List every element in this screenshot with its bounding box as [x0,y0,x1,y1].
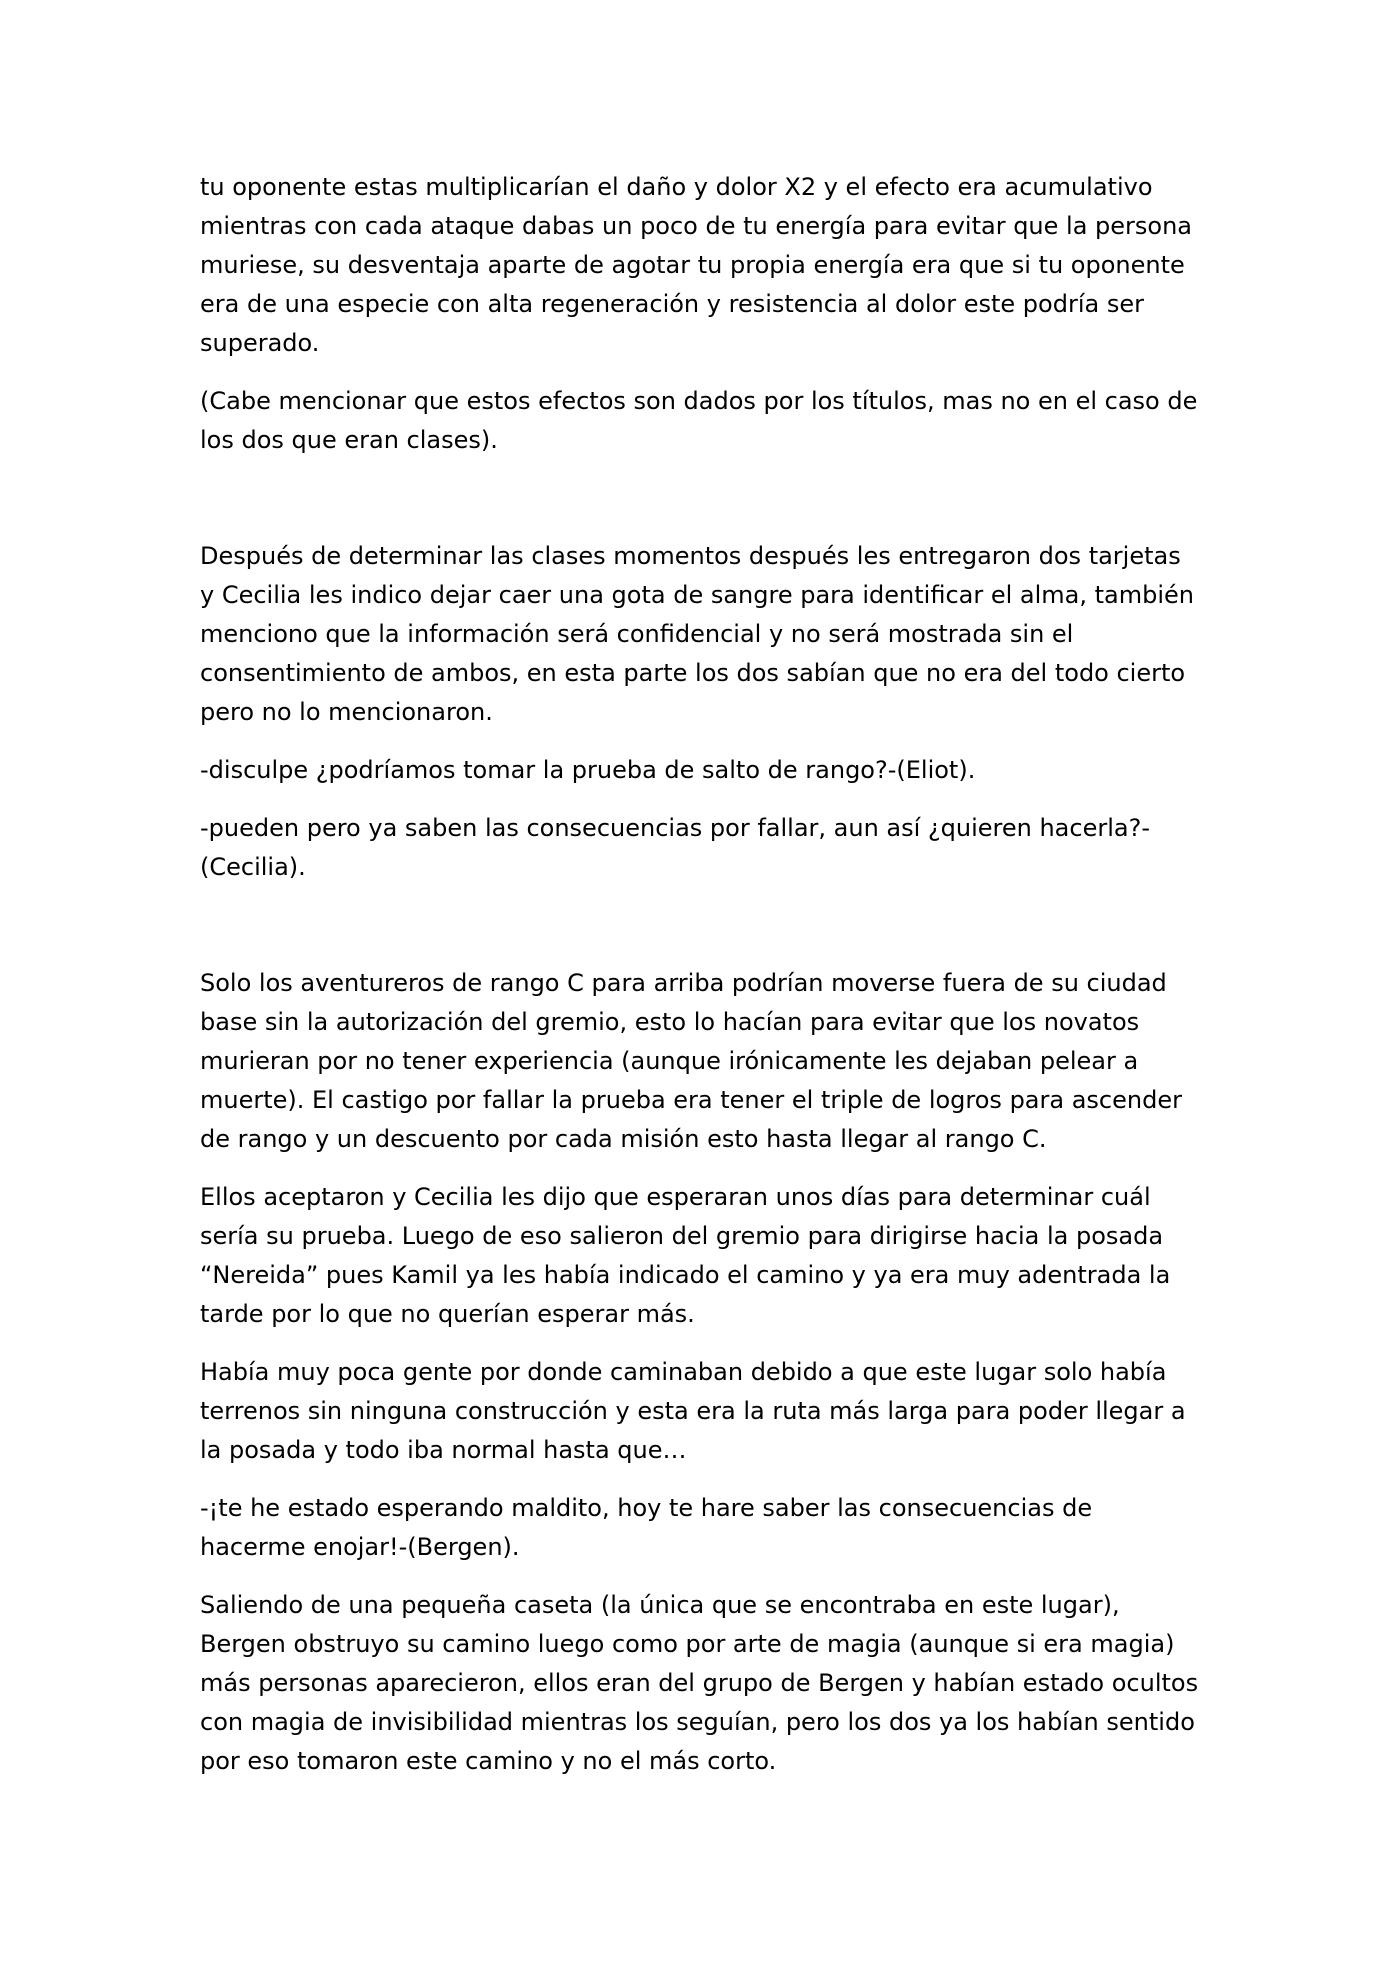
paragraph-rank-rules: Solo los aventureros de rango C para arriba podrían moverse fuera de su ciudad base sin la autorización del gremio, esto lo hacían para evitar que los novatos murieran por no tener experiencia (aunque irónicamente les dejaban pelear a muerte). El castigo por fallar la prueba era tener el triple de logros para ascender de rango y un descuento por cada misión esto hasta llegar al rango C. [200,969,1182,1153]
dialogue-cecilia: -pueden pero ya saben las consecuencias por fallar, aun así ¿quieren hacerla?-(Cecilia). [200,814,1150,881]
dialogue-bergen: -¡te he estado esperando maldito, hoy te hare saber las consecuencias de hacerme enojar!-(Bergen). [200,1494,1093,1561]
paragraph-cards: Después de determinar las clases momentos después les entregaron dos tarjetas y Cecilia les indico dejar caer una gota de sangre para identificar el alma, también menciono que la información será confidencial y no será mostrada sin el consentimiento de ambos, en esta parte los dos sabían que no era del todo cierto pero no lo mencionaron. [200,542,1194,726]
paragraph-damage-effect: tu oponente estas multiplicarían el daño y dolor X2 y el efecto era acumulativo mientras con cada ataque dabas un poco de tu energía para evitar que la persona muriese, su desventaja aparte de agotar tu propia energía era que si tu oponente era de una especie con alta regeneración y resistencia al dolor este podría ser superado. [200,173,1193,357]
dialogue-eliot: -disculpe ¿podríamos tomar la prueba de salto de rango?-(Eliot). [200,756,976,784]
section-break [200,906,1200,945]
section-break [200,479,1200,518]
paragraph-route: Había muy poca gente por donde caminaban debido a que este lugar solo había terrenos sin ninguna construcción y esta era la ruta más larga para poder llegar a la posada y todo iba normal hasta que… [200,1358,1186,1464]
paragraph-ambush: Saliendo de una pequeña caseta (la única que se encontraba en este lugar), Bergen obstruyo su camino luego como por arte de magia (aunque si era magia) más personas aparecieron, ellos eran del grupo de Bergen y habían estado ocultos con magia de invisibilidad mientras los seguían, pero los dos ya los habían sentido por eso tomaron este camino y no el más corto. [200,1591,1199,1775]
paragraph-accepted: Ellos aceptaron y Cecilia les dijo que esperaran unos días para determinar cuál sería su prueba. Luego de eso salieron del gremio para dirigirse hacia la posada “Nereida” pues Kamil ya les había indicado el camino y ya era muy adentrada la tarde por lo que no querían esperar más. [200,1183,1171,1328]
paragraph-titles-note: (Cabe mencionar que estos efectos son dados por los títulos, mas no en el caso de los dos que eran clases). [200,387,1198,454]
document-body [200,168,1200,1800]
